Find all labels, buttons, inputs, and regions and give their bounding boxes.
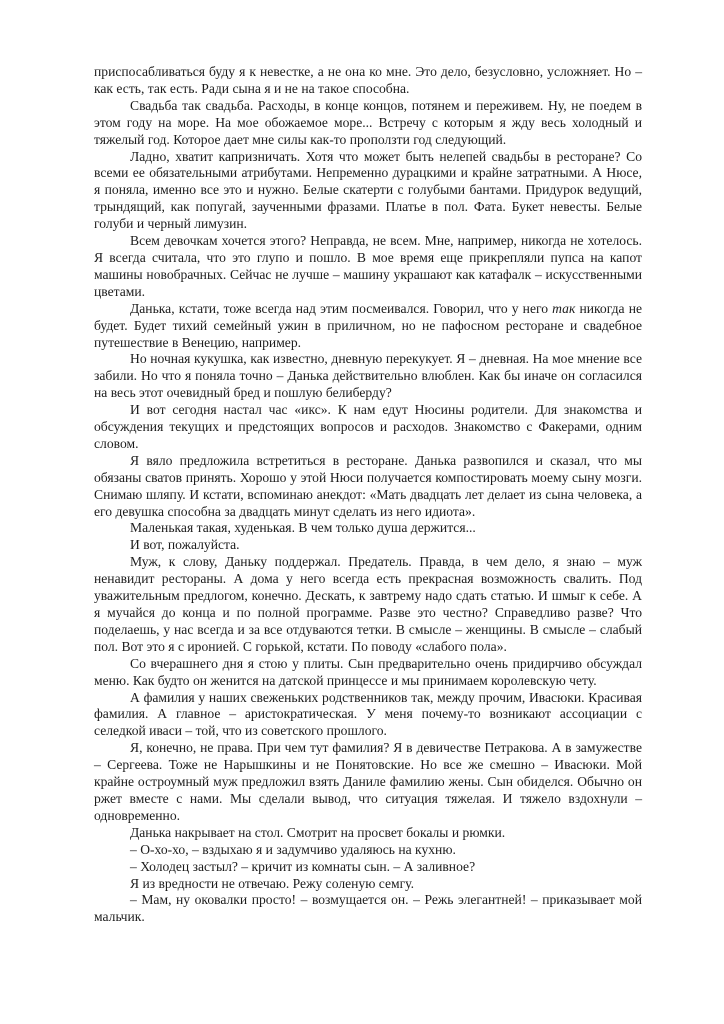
paragraph — [94, 233, 642, 301]
text-run: Свадьба так свадьба. Расходы, в конце концов, потянем и переживем. Ну, не поедем в этом году на море. На мое обожаемое море... Встречу с которым я жду весь холодный и тяжелый год. Которое дает мне силы как-то проползти год следующий. — [94, 97, 642, 147]
text-run: Я вяло предложила встретиться в ресторане. Данька развопился и сказал, что мы обязаны сватов принять. Хорошо у этой Нюси получается компостировать моему сыну мозги. Снимаю шляпу. И кстати, вспоминаю анекдот: «Мать двадцать лет делает из сына человека, а его девушка способна за двадцать минут сделать из него идиота». — [94, 452, 642, 519]
paragraph — [94, 892, 642, 926]
text-run: приспосабливаться буду я к невестке, а не она ко мне. Это дело, безусловно, усложняет. Но – как есть, так есть. Ради сына я и не на такое способна. — [94, 64, 642, 96]
text-run: Я, конечно, не права. При чем тут фамилия? Я в девичестве Петракова. А в замужестве – Сергеева. Тоже не Нарышкины и не Понятовские. Но все же смешно – Ивасюки. Мой крайне остроумный муж предложил взять Даниле фамилию жены. Сын обиделся. Обычно он ржет вместе с нами. Мы сделали вывод, что ситуация тяжелая. И тяжело вздохнули – одновременно. — [94, 740, 642, 823]
paragraph — [94, 859, 642, 876]
italic-text-run: так — [552, 300, 576, 316]
text-run: Ладно, хватит капризничать. Хотя что может быть нелепей свадьбы в ресторане? Со всеми ее обязательными атрибутами. Непременно дурацкими и крайне затратными. А Нюсе, я поняла, именно все это и нужно. Белые скатерти с голубыми бантами. Придурок ведущий, трындящий, как попугай, заученными фразами. Платье в пол. Фата. Букет невесты. Белые голуби и черный лимузин. — [94, 148, 642, 232]
paragraph — [94, 64, 642, 98]
paragraph — [94, 656, 642, 690]
text-run: – О-хо-хо, – вздыхаю я и задумчиво удаляюсь на кухню. — [130, 841, 456, 857]
paragraph — [94, 690, 642, 741]
paragraph — [94, 876, 642, 893]
text-run: – Холодец застыл? – кричит из комнаты сын. – А заливное? — [130, 858, 476, 874]
paragraph — [94, 98, 642, 149]
paragraph — [94, 554, 642, 655]
paragraph — [94, 825, 642, 842]
paragraph — [94, 149, 642, 234]
text-run: никогда не будет. Будет тихий семейный ужин в приличном, но не пафосном ресторане и свадебное путешествие в Венецию, например. — [94, 300, 643, 350]
text-run: Со вчерашнего дня я стою у плиты. Сын предварительно очень придирчиво обсуждал меню. Как будто он женится на датской принцессе и мы принимаем королевскую чету. — [94, 655, 642, 688]
text-run: – Мам, ну оковалки просто! – возмущается он. – Режь элегантней! – приказывает мой мальчик. — [94, 892, 642, 925]
text-run: Всем девочкам хочется этого? Неправда, не всем. Мне, например, никогда не хотелось. Я всегда считала, что это глупо и пошло. В мое время еще прикрепляли пупса на капот машины новобрачных. Сейчас не лучше – машину украшают как катафалк – искусственными цветами. — [94, 233, 642, 299]
paragraph — [94, 301, 642, 352]
paragraph — [94, 842, 642, 859]
text-run: Но ночная кукушка, как известно, дневную перекукует. Я – дневная. На мое мнение все забили. Но что я поняла точно – Данька действительно влюблен. Как бы иначе он согласился на весь этот очевидный бред и пошлую белиберду? — [94, 351, 642, 401]
text-block — [94, 64, 642, 926]
text-run: Данька, кстати, тоже всегда над этим посмеивался. Говорил, что у него — [130, 300, 553, 316]
paragraph — [94, 453, 642, 521]
text-run: Данька накрывает на стол. Смотрит на просвет бокалы и рюмки. — [130, 824, 506, 840]
text-run: Маленькая такая, худенькая. В чем только душа держится... — [130, 520, 476, 536]
text-run: Муж, к слову, Даньку поддержал. Предатель. Правда, в чем дело, я знаю – муж ненавидит рестораны. А дома у него всегда есть прекрасная возможность свалить. Под уважительным предлогом, конечно. Дескать, к завтрему надо сдать статью. И шмыг к себе. А я мучайся до конца и по полной программе. Разве это честно? Справедливо разве? Что поделаешь, у нас всегда и за все отдуваются тетки. В смысле – женщины. В смысле – слабый пол. Вот это я с иронией. С горькой, кстати. По поводу «слабого пола». — [94, 554, 642, 654]
text-run: А фамилия у наших свеженьких родственников так, между прочим, Ивасюки. Красивая фамилия. А главное – аристократическая. У меня почему-то возникают ассоциации с селедкой иваси – той, что из советского прошлого. — [94, 689, 642, 739]
text-run: И вот, пожалуйста. — [130, 537, 240, 553]
text-run: Я из вредности не отвечаю. Режу соленую семгу. — [130, 875, 415, 891]
text-run: И вот сегодня настал час «икс». К нам едут Нюсины родители. Для знакомства и обсуждения текущих и предстоящих вопросов и расходов. Знакомство с Факерами, одним словом. — [94, 402, 642, 451]
paragraph — [94, 351, 642, 402]
paragraph — [94, 537, 642, 554]
paragraph — [94, 520, 642, 537]
paragraph — [94, 402, 642, 453]
paragraph — [94, 740, 642, 825]
